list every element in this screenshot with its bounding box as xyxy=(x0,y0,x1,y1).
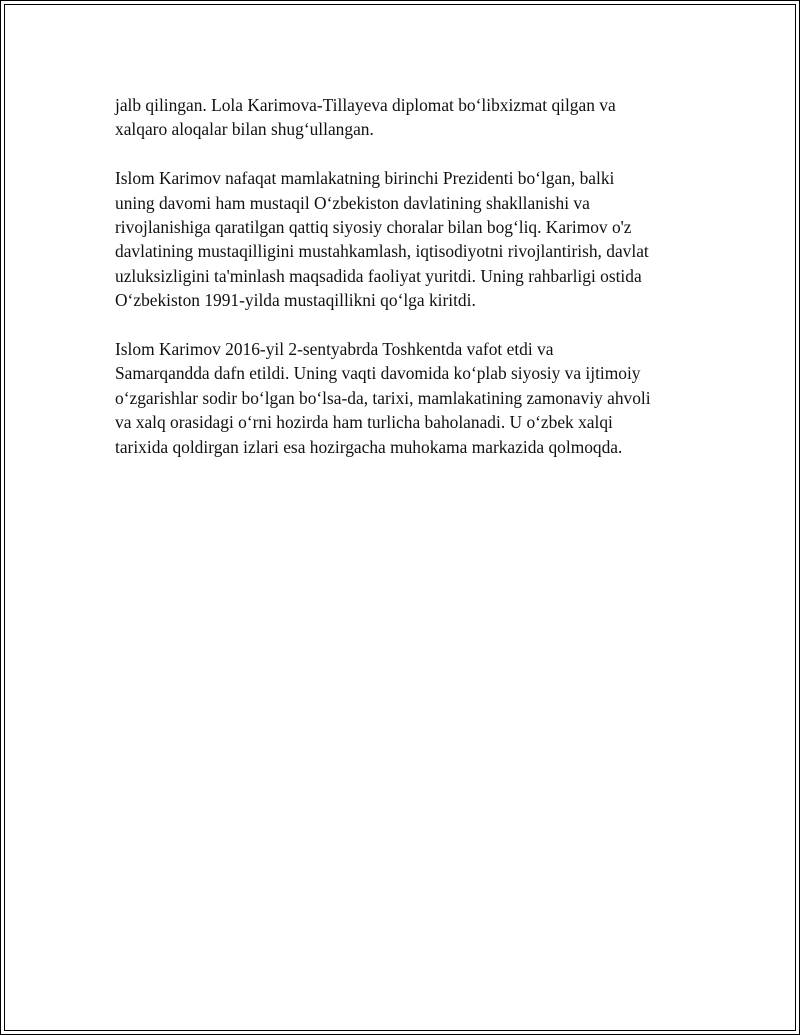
text-line: Islom Karimov nafaqat mamlakatning birinchi Prezidenti bo‘lgan, balki xyxy=(115,168,615,189)
text-line: O‘zbekiston 1991-yilda mustaqillikni qo‘lga kiritdi. xyxy=(115,290,476,311)
text-line: tarixida qoldirgan izlari esa hozirgacha muhokama markazida qolmoqda. xyxy=(115,436,623,457)
text-line: va xalq orasidagi o‘rni hozirda ham turlicha baholanadi. U o‘zbek xalqi xyxy=(115,412,613,433)
text-line: jalb qilingan. Lola Karimova-Tillayeva diplomat bo‘libxizmat qilgan va xyxy=(115,95,616,115)
paragraph-3 xyxy=(115,337,699,459)
text-line: uzluksizligini ta'minlash maqsadida faoliyat yuritdi. Uning rahbarligi ostida xyxy=(115,265,642,286)
document-body xyxy=(115,93,699,483)
text-line: xalqaro aloqalar bilan shug‘ullangan. xyxy=(115,119,374,140)
text-line: davlatining mustaqilligini mustahkamlash, iqtisodiyotni rivojlantirish, davlat xyxy=(115,241,649,262)
text-line: Samarqandda dafn etildi. Uning vaqti davomida ko‘plab siyosiy va ijtimoiy xyxy=(115,363,641,384)
text-line: o‘zgarishlar sodir bo‘lgan bo‘lsa-da, tarixi, mamlakatining zamonaviy ahvoli xyxy=(115,387,651,408)
text-line: uning davomi ham mustaqil O‘zbekiston davlatining shakllanishi va xyxy=(115,192,590,213)
text-line: rivojlanishiga qaratilgan qattiq siyosiy choralar bilan bog‘liq. Karimov o'z xyxy=(115,217,632,238)
text-line: Islom Karimov 2016-yil 2-sentyabrda Toshkentda vafot etdi va xyxy=(115,339,554,360)
paragraph-2 xyxy=(115,166,699,312)
paragraph-1 xyxy=(115,93,699,142)
